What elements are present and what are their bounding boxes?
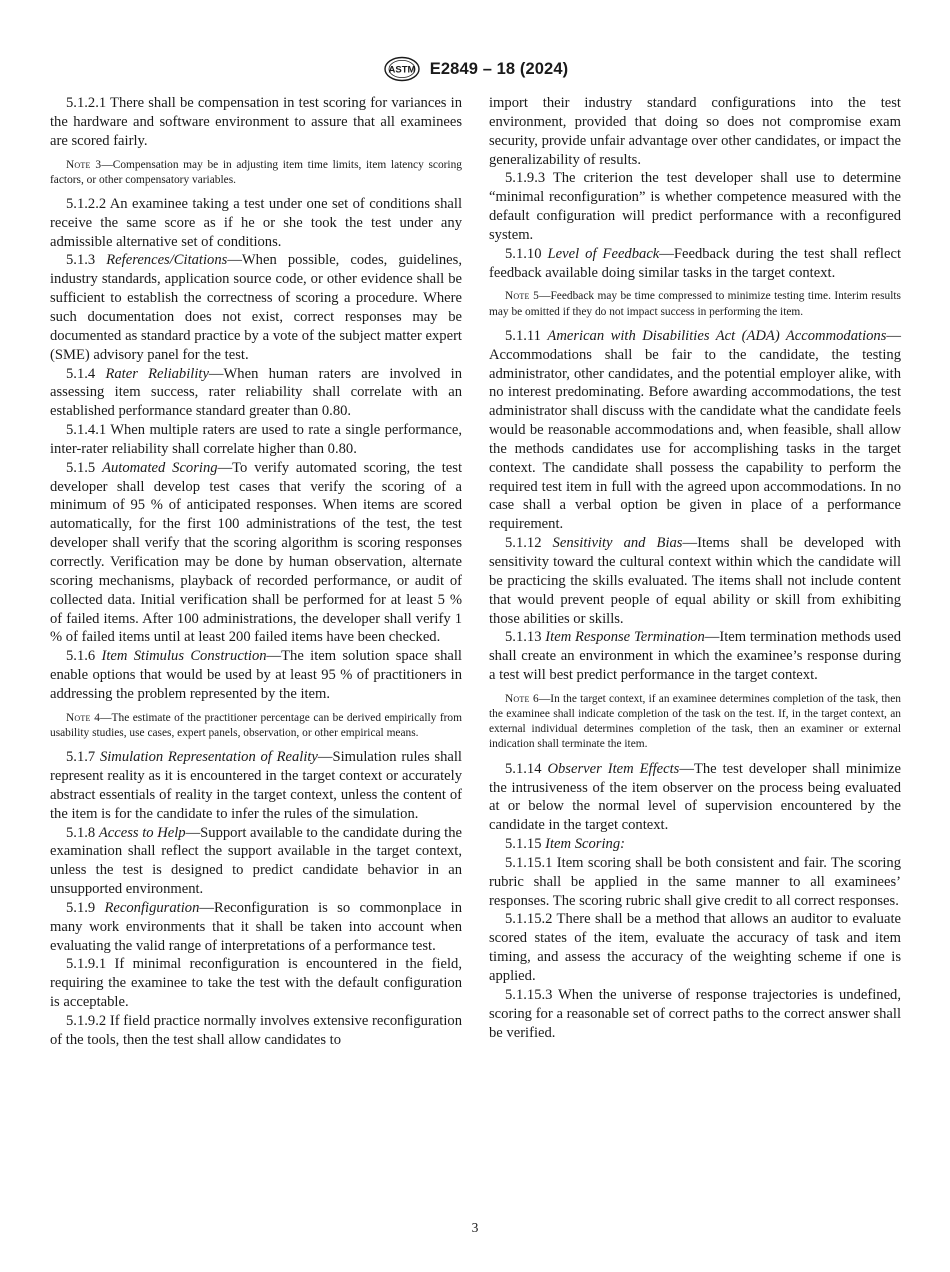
paragraph-text: 5.1.9.3 The criterion the test developer shall use to determine “minimal reconfiguration” is whether competence measured with the default configuration will predict performance with a reconfigured system. — [489, 170, 901, 243]
paragraph-text: 5.1.15.1 Item scoring shall be both consistent and fair. The scoring rubric shall be applied in the same manner to all examinees’ responses. The scoring rubric shall give credit to all correct responses. — [489, 854, 901, 909]
paragraph — [50, 647, 462, 704]
section-number: 5.1.11 — [505, 327, 548, 344]
paragraph-text: —Feedback during the test shall reflect feedback available doing similar tasks in the target context. — [489, 245, 901, 281]
astm-logo-icon — [382, 56, 422, 82]
note-text: —The estimate of the practitioner percentage can be derived empirically from usability studies, use cases, expert panels, observation, or other empirical means. — [50, 711, 462, 739]
paragraph — [50, 251, 462, 364]
paragraph-text: 5.1.9.1 If minimal reconfiguration is encountered in the field, requiring the examinee to take the test with the default configuration is acceptable. — [50, 956, 462, 1011]
paragraph — [489, 628, 901, 685]
paragraph — [50, 421, 462, 459]
paragraph-text: —Reconfiguration is so commonplace in many work environments that it shall be taken into account when evaluating the valid range of interpretations of a performance test. — [50, 899, 462, 954]
logo-lettering: ASTM — [388, 64, 416, 76]
section-number: 5.1.4 — [66, 365, 106, 382]
paragraph-text: —The test developer shall minimize the intrusiveness of the item observer on the process being evaluated at or below the normal level of supervision encountered by the candidate in the target context. — [489, 760, 902, 834]
page-number: 3 — [471, 1220, 479, 1235]
paragraph — [489, 835, 901, 854]
paragraph — [50, 365, 462, 422]
paragraph — [50, 899, 462, 956]
left-column — [50, 94, 462, 1050]
paragraph — [489, 986, 901, 1043]
note-text: —Feedback may be time compressed to minimize testing time. Interim results may be omitted if they do not impact success in performing the item. — [489, 290, 901, 318]
paragraph-text: —Simulation rules shall represent reality as it is encountered in the target context or accurately abstract essentials of reality in the target context, unless the content of the item is for the candidate to infer the rules of the simulation. — [50, 749, 462, 822]
section-title: References/Citations — [106, 252, 228, 269]
paragraph-text: import their industry standard configurations into the test environment, provided that doing so does not compromise exam security, provide unfair advantage over other candidates, or impact the generalizability of results. — [489, 95, 901, 168]
paragraph — [50, 459, 462, 647]
paragraph-text: —Accommodations shall be fair to the candidate, the testing administrator, other candidates, and the potential employer alike, with no interest predominating. Before awarding accommodations, the test administrator shall discuss with the candidate what the candidate feels would be reasonable accommodations and, when feasible, shall allow the methods candidates use for accomplishing tasks in the target context. The candidate shall possess the capability to perform the required test item in full with the agreed upon accommodations. In no case shall a verbal option be given in place of a performance requirement. — [489, 327, 901, 533]
section-number: 5.1.12 — [505, 535, 553, 552]
paragraph-text: 5.1.9.2 If field practice normally involves extensive reconfiguration of the tools, then the test shall allow candidates to — [50, 1012, 462, 1048]
section-number: 5.1.7 — [66, 749, 100, 766]
section-number: 5.1.3 — [66, 252, 107, 269]
standard-designation: E2849 – 18 (2024) — [429, 59, 569, 78]
section-title: Automated Scoring — [102, 459, 218, 476]
paragraph-text: 5.1.4.1 When multiple raters are used to rate a single performance, inter-rater reliability shall correlate higher than 0.80. — [50, 422, 462, 457]
paragraph-text: —Item termination methods used shall create an environment in which the examinee’s response during a test will best predict performance in the target context. — [489, 629, 902, 684]
section-title: Rater Reliability — [105, 365, 209, 382]
section-number: 5.1.14 — [505, 760, 548, 777]
paragraph — [489, 169, 901, 244]
section-number: 5.1.8 — [66, 824, 99, 841]
section-number: 5.1.10 — [505, 245, 548, 262]
paragraph — [50, 94, 462, 151]
section-title: Sensitivity and Bias — [552, 535, 683, 552]
paragraph — [489, 245, 901, 283]
section-number: 5.1.15 — [505, 836, 546, 853]
section-title: Simulation Representation of Reality — [99, 749, 318, 766]
paragraph — [489, 910, 901, 985]
note-label: Note 5 — [505, 290, 540, 303]
note-text: —In the target context, if an examinee determines completion of the task, then the examinee shall indicate completion of the task on the test. If, in the target context, an external individual determines completion of the task, then an examiner or external indication shall terminate the item. — [489, 692, 902, 751]
section-title: American with Disabilities Act (ADA) Accommodations — [547, 327, 887, 344]
paragraph — [489, 94, 901, 169]
paragraph — [50, 955, 462, 1012]
note-label: Note 3 — [66, 158, 102, 171]
section-number: 5.1.5 — [66, 459, 103, 476]
paragraph-text: —The item solution space shall enable options that would be used by at least 95 % of practitioners in addressing the problem represented by the item. — [50, 648, 462, 702]
paragraph — [489, 854, 901, 911]
paragraph — [489, 760, 901, 835]
paragraph — [50, 748, 462, 823]
section-title: Observer Item Effects — [547, 760, 680, 777]
section-number: 5.1.13 — [505, 629, 546, 646]
paragraph — [489, 327, 901, 534]
paragraph-text: —Items shall be developed with sensitivity toward the cultural context within which the candidate will be practicing the skills evaluated. The items shall not include content that would prevent people of equal ability or skill from exhibiting those abilities or skills. — [489, 535, 901, 627]
section-title: Item Response Termination — [545, 629, 705, 646]
note — [50, 158, 462, 188]
paragraph — [50, 195, 462, 252]
right-column — [489, 94, 901, 1042]
paragraph-text: 5.1.15.3 When the universe of response trajectories is undefined, scoring for a reasonable set of correct paths to the correct answer shall be verified. — [489, 986, 901, 1041]
note-text: —Compensation may be in adjusting item time limits, item latency scoring factors, or other compensatory variables. — [50, 158, 462, 186]
section-title: Access to Help — [98, 824, 186, 841]
section-number: 5.1.6 — [66, 648, 102, 665]
paragraph-text: 5.1.15.2 There shall be a method that allows an auditor to evaluate scored states of the item, evaluate the accuracy of task and item timing, and assess the accuracy of the weighting scheme if one is applied. — [489, 911, 901, 984]
paragraph — [50, 824, 462, 899]
paragraph — [489, 534, 901, 628]
note-label: Note 4 — [66, 711, 101, 724]
paragraph-text: 5.1.2.2 An examinee taking a test under one set of conditions shall receive the same score as if he or she took the test under any admissible alternative set of conditions. — [50, 195, 462, 250]
paragraph — [50, 1012, 462, 1050]
note — [489, 692, 901, 753]
note-label: Note 6 — [505, 692, 539, 705]
paragraph-text: —To verify automated scoring, the test developer shall develop test cases that verify the scoring of a minimum of 95 % of anticipated responses. When items are scored automatically, for the first 100 administrations of the test, the test developer shall verify that the scoring algorithm is scoring responses correctly. Verification may be done by human observation, alternate scoring mechanisms, playback of recorded performance, or audit of collected data. Initial verification shall be performed for at least 5 % of failed items. After 100 administrations, the developer shall verify 1 % of failed items until at least 200 failed items have been checked. — [50, 459, 462, 646]
paragraph-text: —When human raters are involved in assessing item success, rater reliability shall correlate with an established performance standard greater than 0.80. — [50, 365, 462, 420]
section-title: Reconfiguration — [104, 899, 200, 916]
page-header — [0, 56, 950, 82]
section-title: Level of Feedback — [547, 245, 660, 262]
section-title: Item Scoring: — [545, 836, 625, 853]
paragraph-text: —When possible, codes, guidelines, industry standards, application source code, or other evidence shall be sufficient to establish the correctness of scoring a procedure. Where such documentation does not exist, correct responses may be documented as standard practice by a vote of the subject matter expert (SME) advisory panel for the test. — [50, 252, 462, 363]
section-title: Item Stimulus Construction — [101, 648, 267, 665]
section-number: 5.1.9 — [66, 899, 105, 916]
paragraph-text: —Support available to the candidate during the examination shall reflect the support available in the target context, unless the test is designed to predict candidate behavior in an unsupported environment. — [50, 824, 462, 898]
note — [489, 289, 901, 319]
paragraph-text: 5.1.2.1 There shall be compensation in test scoring for variances in the hardware and software environment to assure that all examinees are scored fairly. — [50, 95, 462, 149]
note — [50, 711, 462, 741]
